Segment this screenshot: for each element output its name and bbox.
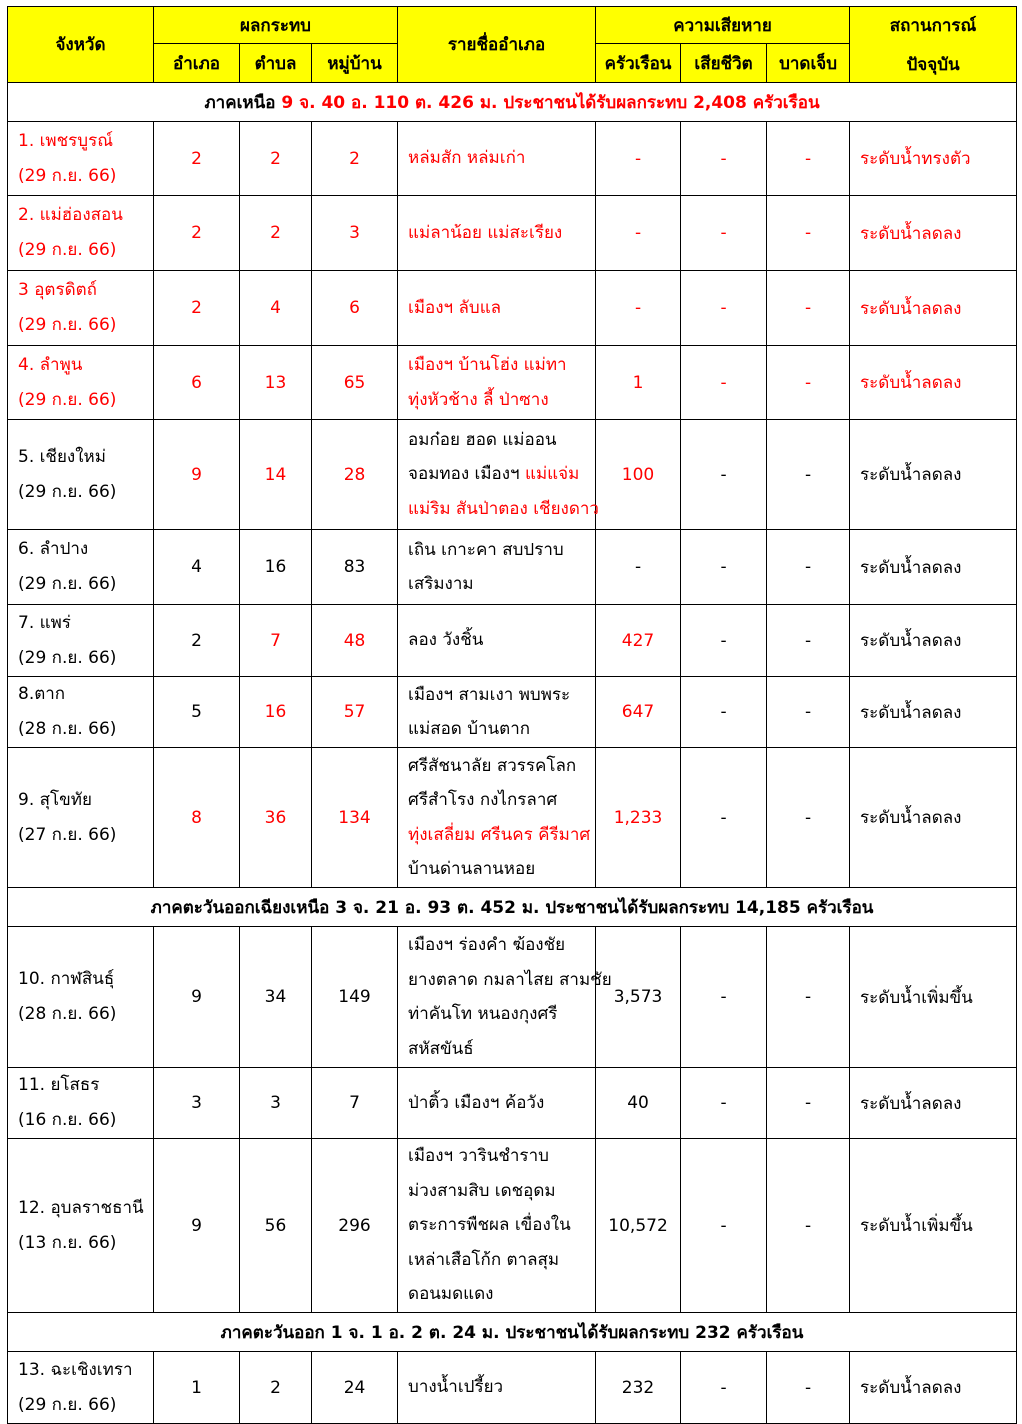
district-line: ทุ่งหัวช้าง ลี้ ป่าซาง: [408, 389, 549, 410]
status-text: ระดับน้ำลดลง: [850, 1352, 1017, 1424]
table-row: [8, 1068, 1017, 1139]
amphoe-count: 4: [154, 530, 240, 605]
table-row: [8, 196, 1017, 271]
village-count: 134: [312, 748, 398, 888]
district-list: [398, 530, 596, 605]
injured-count: -: [767, 1068, 850, 1139]
table-row: [8, 1352, 1017, 1424]
households-count: -: [596, 196, 681, 271]
status-header-line1: สถานการณ์: [889, 15, 977, 36]
status-text: ระดับน้ำเพิ่มขึ้น: [850, 927, 1017, 1068]
province-date: (16 ก.ย. 66): [18, 1110, 117, 1130]
province-cell: [8, 605, 154, 677]
col-injured: บาดเจ็บ: [767, 44, 850, 83]
tambon-count: 3: [240, 1068, 312, 1139]
village-count: 149: [312, 927, 398, 1068]
deaths-count: -: [681, 271, 767, 346]
region-northeast-row: [8, 888, 1017, 927]
status-text: ระดับน้ำลดลง: [850, 346, 1017, 420]
table-row: [8, 927, 1017, 1068]
tambon-count: 14: [240, 420, 312, 530]
region-north: [8, 83, 1017, 122]
district-line: เหล่าเสือโก้ก ตาลสุม: [408, 1249, 560, 1270]
col-damage: ความเสียหาย: [596, 7, 850, 44]
district-line: ป่าติ้ว เมืองฯ ค้อวัง: [408, 1092, 545, 1113]
injured-count: -: [767, 605, 850, 677]
province-name: 5. เชียงใหม่: [18, 446, 106, 467]
col-impact: ผลกระทบ: [154, 7, 398, 44]
region-east: ภาคตะวันออก 1 จ. 1 อ. 2 ต. 24 ม. ประชาชนได้รับผลกระทบ 232 ครัวเรือน: [8, 1313, 1017, 1352]
households-count: 3,573: [596, 927, 681, 1068]
deaths-count: -: [681, 1139, 767, 1313]
amphoe-count: 9: [154, 927, 240, 1068]
province-cell: [8, 677, 154, 748]
households-count: 40: [596, 1068, 681, 1139]
district-list: [398, 420, 599, 530]
district-line: ท่าคันโท หนองกุงศรี: [408, 1004, 558, 1024]
district-line: ตระการพืชผล เขื่องใน: [408, 1215, 571, 1236]
deaths-count: -: [681, 1068, 767, 1139]
injured-count: -: [767, 927, 850, 1068]
district-list: [398, 927, 612, 1068]
households-count: -: [596, 271, 681, 346]
district-line: สหัสขันธ์: [408, 1038, 474, 1059]
amphoe-count: 2: [154, 271, 240, 346]
province-name: 6. ลำปาง: [18, 539, 89, 559]
injured-count: -: [767, 677, 850, 748]
district-line: แม่สอด บ้านตาก: [408, 719, 531, 739]
province-name: 4. ลำพูน: [18, 354, 83, 375]
province-cell: [8, 271, 154, 346]
households-count: 100: [596, 420, 681, 530]
households-count: 427: [596, 605, 681, 677]
village-count: 296: [312, 1139, 398, 1313]
col-village: หมู่บ้าน: [312, 44, 398, 83]
province-cell: [8, 1068, 154, 1139]
households-count: 232: [596, 1352, 681, 1424]
province-date: (27 ก.ย. 66): [18, 824, 117, 845]
village-count: 65: [312, 346, 398, 420]
district-line: ดอนมดแดง: [408, 1284, 494, 1305]
province-name: 2. แม่ฮ่องสอน: [18, 205, 123, 225]
col-amphoe: อำเภอ: [154, 44, 240, 83]
village-count: 83: [312, 530, 398, 605]
district-line: ม่วงสามสิบ เดชอุดม: [408, 1180, 556, 1201]
tambon-count: 34: [240, 927, 312, 1068]
province-cell: [8, 122, 154, 196]
district-line: เมืองฯ วารินชำราบ: [408, 1146, 549, 1167]
col-deaths: เสียชีวิต: [681, 44, 767, 83]
province-date: (28 ก.ย. 66): [18, 1004, 117, 1024]
households-count: -: [596, 122, 681, 196]
village-count: 7: [312, 1068, 398, 1139]
district-part-highlight: แม่แจ่ม: [525, 464, 580, 485]
status-text: ระดับน้ำทรงตัว: [850, 122, 1017, 196]
province-cell: [8, 346, 154, 420]
tambon-count: 16: [240, 530, 312, 605]
province-name: 1. เพชรบูรณ์: [18, 130, 114, 151]
table-row: [8, 122, 1017, 196]
village-count: 28: [312, 420, 398, 530]
amphoe-count: 2: [154, 122, 240, 196]
households-count: -: [596, 530, 681, 605]
table-row: [8, 420, 1017, 530]
deaths-count: -: [681, 748, 767, 888]
tambon-count: 16: [240, 677, 312, 748]
district-line: เมืองฯ บ้านโฮ่ง แม่ทา: [408, 355, 567, 375]
col-district-names: รายชื่ออำเภอ: [398, 7, 596, 83]
amphoe-count: 9: [154, 1139, 240, 1313]
district-list: [398, 1352, 596, 1424]
province-name: 11. ยโสธร: [18, 1075, 100, 1095]
table-row: [8, 748, 1017, 888]
district-list: [398, 1139, 596, 1313]
province-cell: [8, 530, 154, 605]
status-text: ระดับน้ำลดลง: [850, 196, 1017, 271]
status-text: ระดับน้ำลดลง: [850, 420, 1017, 530]
injured-count: -: [767, 748, 850, 888]
region-northeast: ภาคตะวันออกเฉียงเหนือ 3 จ. 21 อ. 93 ต. 452 ม. ประชาชนได้รับผลกระทบ 14,185 ครัวเรือน: [8, 888, 1017, 927]
tambon-count: 13: [240, 346, 312, 420]
injured-count: -: [767, 1139, 850, 1313]
tambon-count: 36: [240, 748, 312, 888]
village-count: 57: [312, 677, 398, 748]
district-line: บ้านด่านลานหอย: [408, 859, 536, 879]
status-text: ระดับน้ำลดลง: [850, 748, 1017, 888]
tambon-count: 7: [240, 605, 312, 677]
injured-count: -: [767, 346, 850, 420]
injured-count: -: [767, 122, 850, 196]
injured-count: -: [767, 271, 850, 346]
district-line: แม่ริม สันป่าตอง เชียงดาว: [408, 498, 599, 519]
households-count: 1: [596, 346, 681, 420]
status-header-line2: ปัจจุบัน: [906, 54, 960, 75]
region-north-prefix: ภาคเหนือ: [204, 92, 276, 113]
district-line: เถิน เกาะคา สบปราบ: [408, 539, 564, 560]
table-row: [8, 530, 1017, 605]
district-line: ทุ่งเสลี่ยม ศรีนคร คีรีมาศ: [408, 824, 591, 845]
deaths-count: -: [681, 530, 767, 605]
district-line: แม่ลาน้อย แม่สะเรียง: [408, 222, 563, 243]
households-count: 1,233: [596, 748, 681, 888]
district-list: [398, 196, 596, 271]
table-row: [8, 677, 1017, 748]
province-date: (29 ก.ย. 66): [18, 481, 117, 502]
injured-count: -: [767, 420, 850, 530]
district-line: อมก๋อย ฮอด แม่ออน: [408, 429, 557, 450]
amphoe-count: 8: [154, 748, 240, 888]
district-line: บางน้ำเปรี้ยว: [408, 1377, 504, 1398]
col-tambon: ตำบล: [240, 44, 312, 83]
province-name: 3 อุตรดิตถ์: [18, 280, 97, 300]
injured-count: -: [767, 1352, 850, 1424]
province-date: (29 ก.ย. 66): [18, 647, 117, 668]
status-text: ระดับน้ำลดลง: [850, 677, 1017, 748]
village-count: 6: [312, 271, 398, 346]
deaths-count: -: [681, 677, 767, 748]
tambon-count: 2: [240, 1352, 312, 1424]
district-line: หล่มสัก หล่มเก่า: [408, 148, 526, 169]
amphoe-count: 1: [154, 1352, 240, 1424]
district-line: เมืองฯ ร่องคำ ฆ้องชัย: [408, 935, 566, 955]
col-status: [850, 7, 1017, 83]
amphoe-count: 3: [154, 1068, 240, 1139]
households-count: 10,572: [596, 1139, 681, 1313]
province-name: 8.ตาก: [18, 684, 66, 704]
tambon-count: 2: [240, 122, 312, 196]
region-east-row: [8, 1313, 1017, 1352]
district-line: เมืองฯ ลับแล: [408, 297, 502, 318]
region-north-summary: 9 จ. 40 อ. 110 ต. 426 ม. ประชาชนได้รับผลกระทบ 2,408 ครัวเรือน: [281, 92, 820, 113]
table-row: [8, 346, 1017, 420]
status-text: ระดับน้ำลดลง: [850, 1068, 1017, 1139]
province-cell: [8, 748, 154, 888]
households-count: 647: [596, 677, 681, 748]
village-count: 48: [312, 605, 398, 677]
district-line-mixed: [408, 457, 595, 492]
status-text: ระดับน้ำลดลง: [850, 605, 1017, 677]
province-date: (29 ก.ย. 66): [18, 1394, 117, 1415]
table-row: [8, 271, 1017, 346]
district-list: [398, 677, 596, 748]
village-count: 3: [312, 196, 398, 271]
district-list: [398, 605, 596, 677]
deaths-count: -: [681, 927, 767, 1068]
province-date: (29 ก.ย. 66): [18, 315, 117, 335]
amphoe-count: 6: [154, 346, 240, 420]
district-list: [398, 271, 596, 346]
deaths-count: -: [681, 196, 767, 271]
province-cell: [8, 1352, 154, 1424]
province-name: 13. ฉะเชิงเทรา: [18, 1359, 133, 1380]
province-name: 7. แพร่: [18, 612, 71, 633]
tambon-count: 4: [240, 271, 312, 346]
province-cell: [8, 420, 154, 530]
province-cell: [8, 196, 154, 271]
amphoe-count: 2: [154, 196, 240, 271]
col-households: ครัวเรือน: [596, 44, 681, 83]
district-list: [398, 1068, 596, 1139]
district-list: [398, 748, 596, 888]
status-text: ระดับน้ำลดลง: [850, 271, 1017, 346]
amphoe-count: 9: [154, 420, 240, 530]
province-date: (13 ก.ย. 66): [18, 1232, 117, 1253]
flood-impact-table: [7, 6, 1017, 1424]
district-list: [398, 346, 596, 420]
province-date: (28 ก.ย. 66): [18, 719, 117, 739]
table-row: [8, 1139, 1017, 1313]
region-north-row: [8, 83, 1017, 122]
province-date: (29 ก.ย. 66): [18, 240, 117, 260]
amphoe-count: 5: [154, 677, 240, 748]
district-line: เสริมงาม: [408, 574, 474, 594]
province-date: (29 ก.ย. 66): [18, 165, 117, 186]
village-count: 2: [312, 122, 398, 196]
deaths-count: -: [681, 420, 767, 530]
province-date: (29 ก.ย. 66): [18, 389, 117, 410]
status-text: ระดับน้ำเพิ่มขึ้น: [850, 1139, 1017, 1313]
deaths-count: -: [681, 605, 767, 677]
province-cell: [8, 1139, 154, 1313]
table-row: [8, 605, 1017, 677]
district-line: ลอง วังชิ้น: [408, 630, 484, 651]
province-date: (29 ก.ย. 66): [18, 574, 117, 594]
district-list: [398, 122, 596, 196]
district-line: ศรีสัชนาลัย สวรรคโลก: [408, 755, 577, 776]
deaths-count: -: [681, 1352, 767, 1424]
deaths-count: -: [681, 346, 767, 420]
district-line: เมืองฯ สามเงา พบพระ: [408, 684, 571, 705]
village-count: 24: [312, 1352, 398, 1424]
injured-count: -: [767, 196, 850, 271]
tambon-count: 2: [240, 196, 312, 271]
province-name: 10. กาฬสินธุ์: [18, 969, 115, 989]
province-cell: [8, 927, 154, 1068]
deaths-count: -: [681, 122, 767, 196]
col-province: จังหวัด: [8, 7, 154, 83]
status-text: ระดับน้ำลดลง: [850, 530, 1017, 605]
tambon-count: 56: [240, 1139, 312, 1313]
district-line: ยางตลาด กมลาไสย สามชัย: [408, 969, 612, 990]
district-line: ศรีสำโรง กงไกรลาศ: [408, 790, 558, 810]
province-name: 12. อุบลราชธานี: [18, 1197, 144, 1218]
amphoe-count: 2: [154, 605, 240, 677]
province-name: 9. สุโขทัย: [18, 789, 92, 810]
injured-count: -: [767, 530, 850, 605]
district-part: จอมทอง เมืองฯ: [408, 464, 520, 485]
